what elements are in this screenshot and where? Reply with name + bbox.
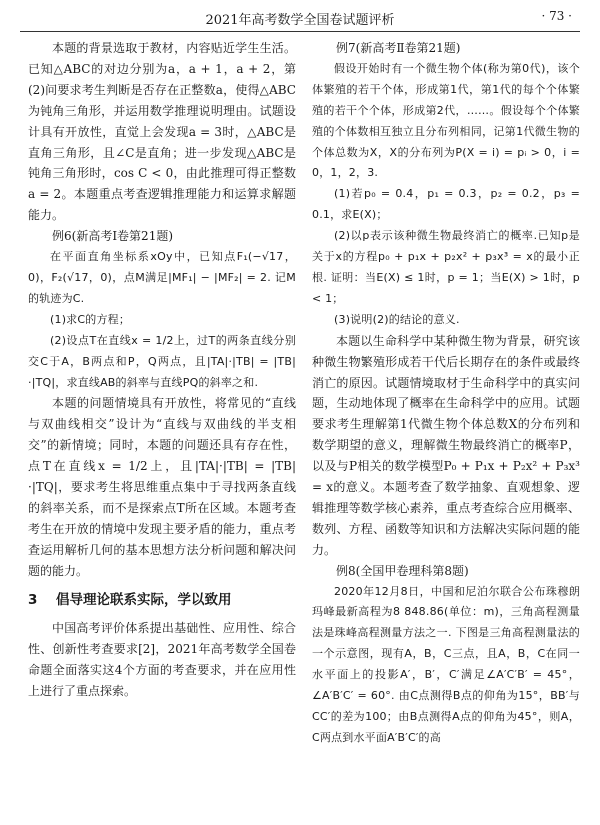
example-7-part-3: (3)说明(2)的结论的意义. [334,312,460,326]
running-title: 2021年高考数学全国卷试题评析 [205,12,395,28]
paragraph-ex7-analysis: 本题以生命科学中某种微生物为背景，研究该种微生物繁殖形成若干代后长期存在的条件或最终消亡的原因。试题情境取材于生命科学中的真实问题，生动地体现了概率在生命科学中的应用。试题要求考生理解第1代微生物个体总数X的分布列和数学期望的意义，理解微生物最终消亡的概率P，以及与P相关的数学模型P₀ + P₁x + P₂x² + P₃x³ = x的意义。本题考查了数学抽象、直观想象、逻辑推理等数学核心素养，重点考查综合应用概率、数列、方程、函数等知识和方法解决实际问题的能力。 [312,333,580,557]
example-7-part-1: (1)若p₀ = 0.4，p₁ = 0.3，p₂ = 0.2，p₃ = 0.1，求E(X)； [312,187,580,222]
paragraph-ex6-analysis: 本题的问题情境具有开放性，将常见的“直线与双曲线相交”设计为“直线与双曲线的半支相交”的新情境；同时，本题的问题还具有存在性，点T在直线x = 1/2上，且|TA|·|TB| = |TB|·|TQ|，要求考生将思维重点集中于寻找两条直线的斜率关系，而不是探索点T所在区域。本题考查考生在开放的情境中发现主要矛盾的能力，重点考查运用解析几何的基本思想方法分析问题和解决问题的能力。 [28,396,296,578]
example-6-part-1: (1)求C的方程； [50,312,131,326]
page-number: · 73 · [541,9,572,23]
running-header [20,6,580,30]
paragraph-section-3-intro: 中国高考评价体系提出基础性、应用性、综合性、创新性考查要求[2]，2021年高考数学全国卷命题全面落实这4个方面的考查要求，并在应用性上进行了重点探索。 [28,621,296,699]
example-7-stem: 假设开始时有一个微生物个体(称为第0代)，该个体繁殖的若干个体，形成第1代，第1代的每个个体繁殖的若干个个体，形成第2代，……。假设每个个体繁殖的个体数相互独立且分布列相同，记第1代微生物的个体总数为X，X的分布列为P(X = i) = pᵢ > 0，i = 0，1，2，3. [312,61,580,180]
right-column [312,38,580,749]
section-number: 3 [28,591,38,608]
header-rule [20,31,580,32]
example-6-title: 例6(新高考Ⅰ卷第21题) [52,229,174,244]
example-7-part-2: (2)以p表示该种微生物最终消亡的概率.已知p是关于x的方程p₀ + p₁x + p₂x² + p₃x³ = x的最小正根. 证明：当E(X) ≤ 1时，p = 1；当E(X) > 1时，p < 1； [312,229,580,305]
paragraph-ex5-analysis: 本题的背景选取于教材，内容贴近学生生活。已知△ABC的对边分别为a，a + 1，a + 2，第(2)问要求考生判断是否存在正整数a，使得△ABC为钝角三角形，并运用数学推理说明理由。试题设计具有开放性，直觉上会发现a = 3时，△ABC是直角三角形，且∠C是直角；进一步发现△ABC是钝角三角形时，cos C < 0，由此推理可得正整数a = 2。本题重点考查逻辑推理能力和运算求解题能力。 [28,41,296,223]
example-8-stem: 2020年12月8日，中国和尼泊尔联合公布珠穆朗玛峰最新高程为8 848.86(单位：m)，三角高程测量法是珠峰高程测量方法之一. 下图是三角高程测量法的一个示意图，现有A，B，C三点，且A，B，C在同一水平面上的投影A′，B′，C′满足∠A′C′B′ = 45°，∠A′B′C′ = 60°. 由C点测得B点的仰角为15°，BB′与CC′的差为100；由B点测得A点的仰角为45°，则A，C两点到水平面A′B′C′的高 [312,584,580,744]
example-8-title: 例8(全国甲卷理科第8题) [336,563,469,578]
section-heading [28,590,296,611]
example-6-part-2: (2)设点T在直线x = 1/2上，过T的两条直线分别交C于A，B两点和P，Q两点，且|TA|·|TB| = |TB|·|TQ|，求直线AB的斜率与直线PQ的斜率之和. [28,333,296,389]
section-title: 倡导理论联系实际，学以致用 [56,591,232,608]
example-6-stem: 在平面直角坐标系xOy中，已知点F₁(−√17，0)，F₂(√17，0)，点M满足|MF₁| − |MF₂| = 2. 记M的轨迹为C. [28,250,296,305]
example-7-title: 例7(新高考Ⅱ卷第21题) [336,41,461,55]
left-column [28,38,296,702]
